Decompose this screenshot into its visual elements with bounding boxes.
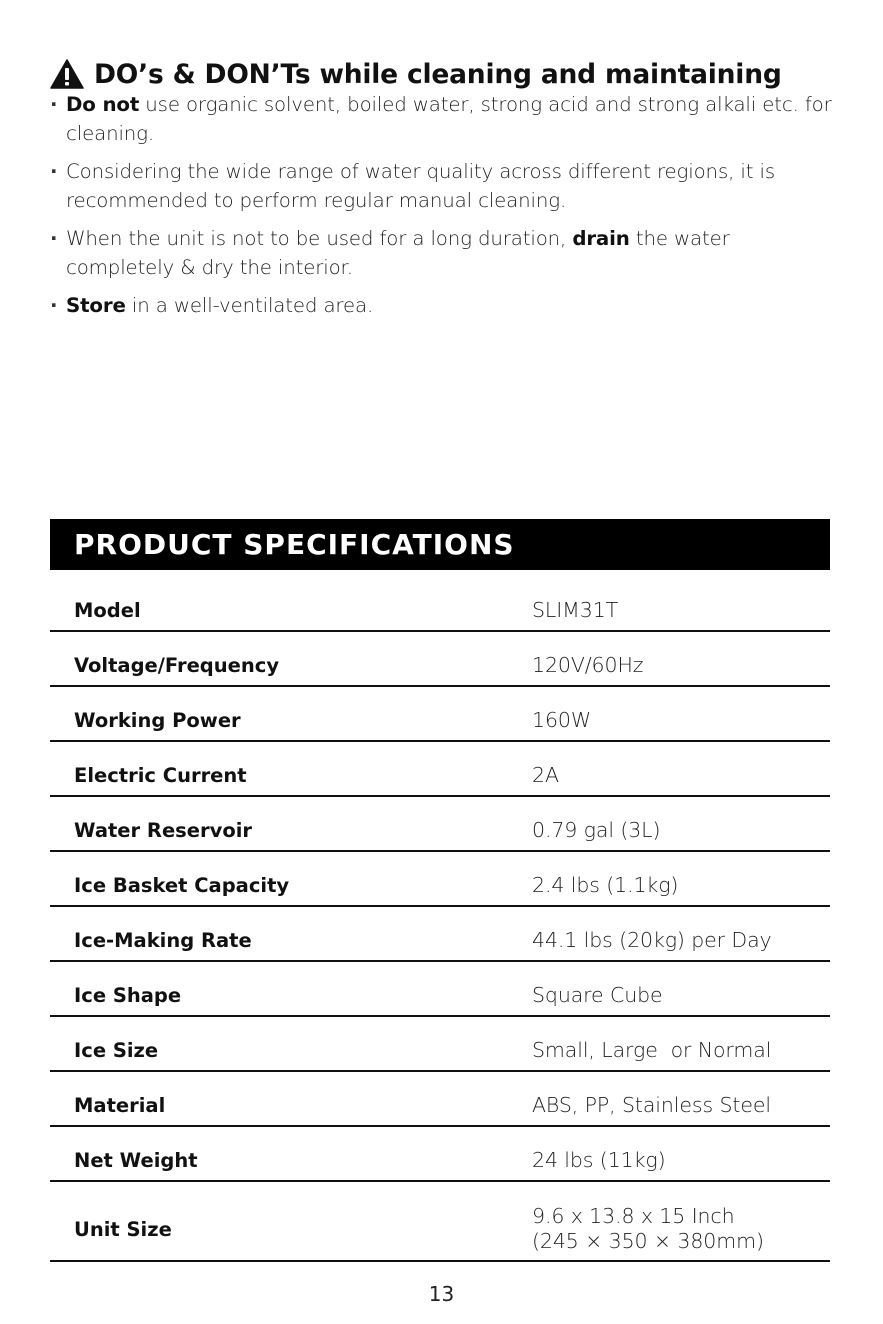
spec-value: 2A (532, 763, 559, 787)
spec-row (50, 577, 830, 632)
specifications-title-text: PRODUCT SPECIFICATIONS (74, 528, 515, 561)
spec-value: 2.4 lbs (1.1kg) (532, 873, 679, 897)
bullet-dot: · (50, 93, 58, 116)
spec-value-line: 9.6 x 13.8 x 15 Inch (532, 1204, 735, 1228)
warning-list (50, 90, 840, 329)
spec-value: 24 lbs (11kg) (532, 1148, 666, 1172)
spec-label: Material (74, 1094, 166, 1117)
spec-row (50, 687, 830, 742)
warning-item-text: in a well-ventilated area. (125, 294, 374, 317)
spec-label: Unit Size (74, 1218, 172, 1241)
spec-value: SLIM31T (532, 598, 619, 622)
spec-value: 0.79 gal (3L) (532, 818, 661, 842)
warning-item (50, 157, 840, 215)
spec-row (50, 852, 830, 907)
spec-value-multiline (532, 1204, 764, 1254)
spec-label: Electric Current (74, 764, 247, 787)
spec-value: ABS, PP, Stainless Steel (532, 1093, 771, 1117)
warning-heading-text: DO’s & DON’Ts while cleaning and maintaining (94, 58, 782, 90)
warning-item (50, 291, 840, 320)
warning-item (50, 224, 840, 282)
spec-row (50, 1182, 830, 1262)
warning-item (50, 90, 840, 148)
warning-heading (50, 56, 782, 92)
bullet-dot: · (50, 160, 58, 183)
page-number: 13 (428, 1282, 455, 1306)
spec-label: Voltage/Frequency (74, 654, 280, 677)
bullet-dot: · (50, 227, 58, 250)
spec-label: Working Power (74, 709, 241, 732)
spec-row (50, 1127, 830, 1182)
warning-item-text: use organic solvent, boiled water, strong acid and strong alkali etc. for cleaning. (66, 93, 832, 145)
spec-label: Net Weight (74, 1149, 198, 1172)
spec-row (50, 742, 830, 797)
spec-row (50, 1072, 830, 1127)
specifications-table (50, 577, 830, 1262)
warning-triangle-icon (50, 59, 84, 89)
bullet-dot: · (50, 294, 58, 317)
warning-item-text: Considering the wide range of water quality across different regions, it is recommended to perform regular manual cleaning. (66, 160, 775, 212)
spec-label: Ice Shape (74, 984, 182, 1007)
spec-value: 120V/60Hz (532, 653, 644, 677)
spec-row (50, 632, 830, 687)
spec-value-line: (245 × 350 × 380mm) (532, 1229, 764, 1253)
spec-label: Ice-Making Rate (74, 929, 252, 952)
spec-label: Water Reservoir (74, 819, 253, 842)
spec-row (50, 1017, 830, 1072)
spec-row (50, 962, 830, 1017)
warning-item-bold: Store (66, 294, 126, 317)
spec-label: Model (74, 599, 141, 622)
warning-item-text: When the unit is not to be used for a long duration, (66, 227, 573, 250)
spec-value: Square Cube (532, 983, 663, 1007)
warning-item-bold: Do not (66, 93, 140, 116)
spec-row (50, 797, 830, 852)
spec-value: 160W (532, 708, 591, 732)
spec-label: Ice Size (74, 1039, 159, 1062)
warning-item-text: the water completely & dry the interior. (66, 227, 730, 279)
spec-value: Small, Large or Normal (532, 1038, 772, 1062)
spec-label: Ice Basket Capacity (74, 874, 290, 897)
specifications-title (50, 519, 830, 570)
warning-item-bold: drain (572, 227, 630, 250)
spec-row (50, 907, 830, 962)
spec-value: 44.1 lbs (20kg) per Day (532, 928, 772, 952)
